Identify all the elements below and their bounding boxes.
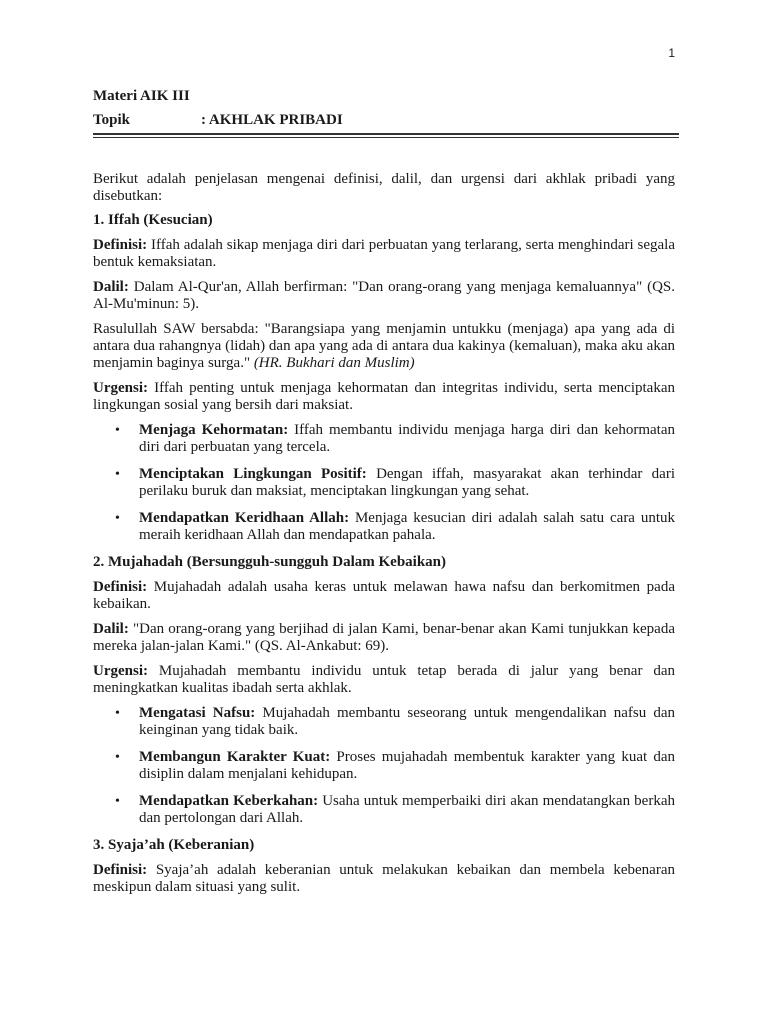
definisi-label: Definisi: (93, 579, 148, 595)
urgensi-list (93, 705, 675, 827)
urgensi-text: Iffah penting untuk menjaga kehormatan dan integritas individu, serta menciptakan lingkungan sosial yang bersih dari maksiat. (93, 380, 675, 413)
list-item (93, 510, 675, 544)
header-rule-thin (93, 137, 679, 138)
section-heading-mujahadah: 2. Mujahadah (Bersungguh-sungguh Dalam Kebaikan) (93, 554, 447, 570)
urgensi-paragraph (93, 380, 675, 414)
point-text: Usaha untuk memperbaiki diri akan mendatangkan berkah dan pertolongan dari Allah. (139, 793, 675, 826)
point-text: Mujahadah membantu seseorang untuk mengendalikan nafsu dan keinginan yang tidak baik. (139, 705, 675, 738)
definisi-paragraph (93, 579, 675, 613)
definisi-paragraph (93, 237, 675, 271)
definisi-text: Syaja’ah adalah keberanian untuk melakukan kebaikan dan membela kebenaran meskipun dalam situasi yang sulit. (93, 862, 675, 895)
dalil-text: Dalam Al-Qur'an, Allah berfirman: "Dan orang-orang yang menjaga kemaluannya" (QS. Al-Mu'minun: 5). (93, 279, 675, 312)
point-text: Dengan iffah, masyarakat akan terhindar dari perilaku buruk dan maksiat, menciptakan lingkungan yang sehat. (139, 466, 675, 499)
definisi-label: Definisi: (93, 237, 148, 253)
point-label: Membangun Karakter Kuat: (139, 749, 331, 765)
intro-paragraph: Berikut adalah penjelasan mengenai definisi, dalil, dan urgensi dari akhlak pribadi yang disebutkan: (93, 171, 675, 204)
urgensi-text: Mujahadah membantu individu untuk tetap berada di jalur yang benar dan meningkatkan kualitas ibadah serta akhlak. (93, 663, 675, 696)
list-item (93, 749, 675, 783)
dalil-label: Dalil: (93, 621, 129, 637)
hadith-paragraph (93, 321, 675, 372)
definisi-paragraph (93, 862, 675, 896)
definisi-label: Definisi: (93, 862, 148, 878)
urgensi-paragraph (93, 663, 675, 697)
dalil-paragraph (93, 621, 675, 655)
point-label: Menciptakan Lingkungan Positif: (139, 466, 367, 482)
point-label: Menjaga Kehormatan: (139, 422, 289, 438)
bullet-icon: • (115, 750, 120, 765)
list-item (93, 705, 675, 739)
point-text: Menjaga kesucian diri adalah salah satu cara untuk meraih keridhaan Allah dan mendapatkan pahala. (139, 510, 675, 543)
urgensi-label: Urgensi: (93, 663, 148, 679)
point-label: Mendapatkan Keridhaan Allah: (139, 510, 350, 526)
urgensi-list (93, 422, 675, 544)
hadith-source: (HR. Bukhari dan Muslim) (253, 355, 415, 371)
bullet-icon: • (115, 706, 120, 721)
list-item (93, 793, 675, 827)
topic-value: : AKHLAK PRIBADI (201, 112, 343, 128)
point-text: Proses mujahadah membentuk karakter yang kuat dan disiplin dalam menjalani kehidupan. (139, 749, 675, 782)
header-rule-thick (93, 133, 679, 135)
dalil-paragraph (93, 279, 675, 313)
dalil-label: Dalil: (93, 279, 129, 295)
definisi-text: Mujahadah adalah usaha keras untuk melawan hawa nafsu dan berkomitmen pada kebaikan. (93, 579, 675, 612)
bullet-icon: • (115, 423, 120, 438)
definisi-text: Iffah adalah sikap menjaga diri dari perbuatan yang terlarang, serta menghindari segala bentuk kemaksiatan. (93, 237, 675, 270)
document-title: Materi AIK III (93, 88, 190, 104)
section-heading-iffah: 1. Iffah (Kesucian) (93, 212, 213, 228)
document-header (93, 88, 679, 136)
hadith-text: Rasulullah SAW bersabda: "Barangsiapa yang menjamin untukku (menjaga) apa yang ada di antara dua rahangnya (lidah) dan apa yang ada di antara dua kakinya (kemaluan), maka aku akan menjamin baginya surga." (93, 321, 675, 371)
section-heading-syajaah: 3. Syaja’ah (Keberanian) (93, 837, 255, 853)
topic-label: Topik (93, 112, 130, 128)
point-text: Iffah membantu individu menjaga harga diri dan kehormatan diri dari perbuatan yang tercela. (139, 422, 675, 455)
list-item (93, 422, 675, 456)
bullet-icon: • (115, 511, 120, 526)
point-label: Mendapatkan Keberkahan: (139, 793, 319, 809)
point-label: Mengatasi Nafsu: (139, 705, 256, 721)
dalil-text: "Dan orang-orang yang berjihad di jalan Kami, benar-benar akan Kami tunjukkan kepada mereka jalan-jalan Kami." (QS. Al-Ankabut: 69). (93, 621, 675, 654)
document-body (93, 171, 675, 904)
page-number: 1 (668, 46, 675, 60)
list-item (93, 466, 675, 500)
bullet-icon: • (115, 467, 120, 482)
urgensi-label: Urgensi: (93, 380, 148, 396)
bullet-icon: • (115, 794, 120, 809)
